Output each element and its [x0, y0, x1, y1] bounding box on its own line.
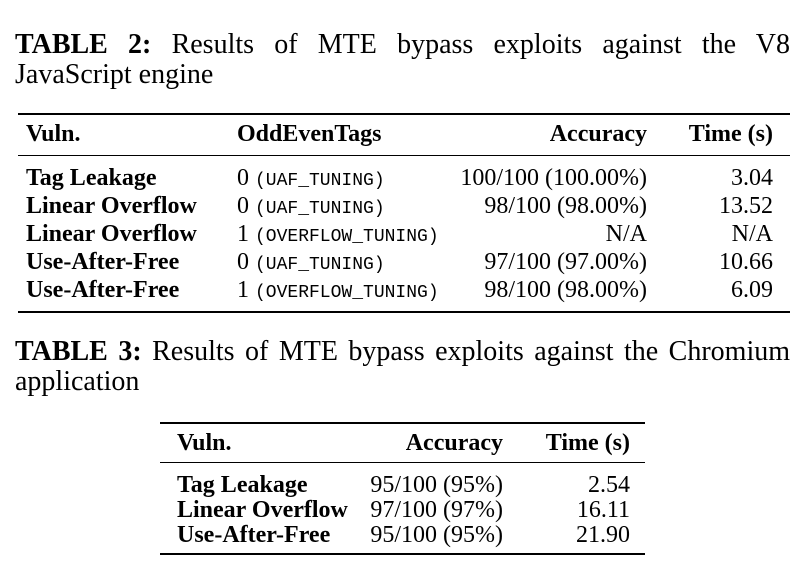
cell-vuln: Use-After-Free — [26, 276, 180, 303]
tuning-mode: (OVERFLOW_TUNING) — [255, 282, 439, 303]
cell-vuln: Linear Overflow — [26, 220, 197, 247]
cell-accuracy: 97/100 (97%) — [370, 497, 503, 523]
cell-time: 16.11 — [576, 497, 630, 523]
table-row — [18, 222, 790, 250]
table3-header-vuln: Vuln. — [177, 429, 232, 456]
cell-oddeventags — [237, 166, 447, 194]
table3-header-accuracy: Accuracy — [405, 429, 503, 456]
table-row — [18, 166, 790, 194]
tuning-mode: (OVERFLOW_TUNING) — [255, 226, 439, 247]
table2-caption-label: TABLE 2: — [15, 29, 152, 60]
cell-accuracy: 95/100 (95%) — [370, 522, 503, 548]
table3-caption-text: Results of MTE bypass exploits against the Chromium — [152, 336, 790, 367]
tag-bit: 0 — [237, 164, 249, 191]
cell-oddeventags — [237, 194, 447, 222]
cell-time: 10.66 — [719, 248, 773, 275]
table2-caption-line2: JavaScript engine — [15, 59, 214, 90]
table2-body — [18, 156, 790, 311]
cell-vuln: Linear Overflow — [26, 192, 197, 219]
table-row — [18, 194, 790, 222]
table2-header-oddeventags: OddEvenTags — [237, 121, 382, 148]
table3-header-time: Time (s) — [545, 429, 630, 456]
table-row — [18, 278, 790, 306]
tuning-mode: (UAF_TUNING) — [255, 254, 385, 275]
cell-accuracy: 98/100 (98.00%) — [484, 276, 647, 303]
table3 — [160, 422, 645, 555]
table2-caption-text: Results of MTE bypass exploits against the V8 — [171, 29, 790, 60]
cell-oddeventags — [237, 250, 447, 278]
cell-time: 2.54 — [588, 472, 630, 498]
cell-time: N/A — [731, 220, 773, 247]
tag-bit: 0 — [237, 192, 249, 219]
cell-vuln: Tag Leakage — [26, 164, 157, 191]
cell-time: 13.52 — [719, 192, 773, 219]
cell-accuracy: 97/100 (97.00%) — [484, 248, 647, 275]
cell-vuln: Tag Leakage — [177, 472, 308, 498]
table2-header-row — [18, 115, 790, 156]
table-row — [160, 473, 645, 498]
cell-accuracy: 100/100 (100.00%) — [460, 164, 647, 191]
cell-vuln: Use-After-Free — [177, 522, 331, 548]
table2-header-accuracy: Accuracy — [549, 121, 647, 148]
cell-oddeventags — [237, 222, 447, 250]
table3-body — [160, 463, 645, 553]
table-row — [160, 523, 645, 548]
table2-caption-line1 — [15, 30, 790, 60]
tuning-mode: (UAF_TUNING) — [255, 198, 385, 219]
table2-caption — [15, 30, 790, 90]
cell-accuracy: 95/100 (95%) — [370, 472, 503, 498]
cell-oddeventags — [237, 278, 447, 306]
table3-caption-line1 — [15, 337, 790, 367]
cell-vuln: Linear Overflow — [177, 497, 348, 523]
table3-header-row — [160, 424, 645, 463]
table2 — [18, 113, 790, 313]
cell-time: 6.09 — [731, 276, 773, 303]
tag-bit: 1 — [237, 276, 249, 303]
tag-bit: 0 — [237, 248, 249, 275]
table3-caption — [15, 337, 790, 397]
table2-header-vuln: Vuln. — [26, 121, 81, 148]
table3-caption-line2: application — [15, 366, 140, 397]
cell-time: 21.90 — [576, 522, 630, 548]
table-row — [18, 250, 790, 278]
table2-header-time: Time (s) — [688, 121, 773, 148]
cell-accuracy: N/A — [605, 220, 647, 247]
cell-time: 3.04 — [731, 164, 773, 191]
cell-vuln: Use-After-Free — [26, 248, 180, 275]
tag-bit: 1 — [237, 220, 249, 247]
tuning-mode: (UAF_TUNING) — [255, 170, 385, 191]
table-row — [160, 498, 645, 523]
table3-caption-label: TABLE 3: — [15, 336, 142, 367]
cell-accuracy: 98/100 (98.00%) — [484, 192, 647, 219]
